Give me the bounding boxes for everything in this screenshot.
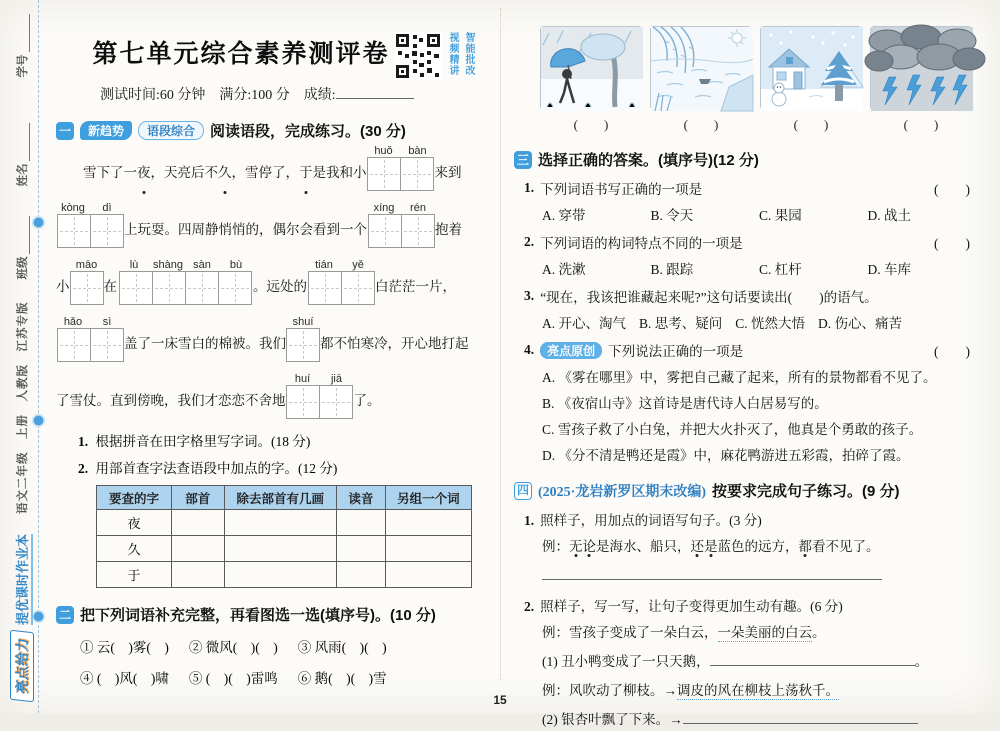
class-label: 班级 [17,256,29,280]
name-label: 姓名 [17,163,29,187]
answer-blank-line [683,710,918,724]
subquestion-1-text: 根据拼音在田字格里写字词。(18 分) [95,434,311,449]
pinyin-label: hǎo [63,316,83,328]
windy-rain-umbrella-image [540,26,642,110]
table-header-cell: 部首 [172,486,225,510]
pinyin-box-group [117,259,253,305]
question-number: 1. [524,180,535,195]
table-row [97,562,472,588]
table-header-row [97,486,472,510]
section-three-header [514,149,976,170]
tianzige-box [401,214,435,248]
subquestion-1-number: 1. [78,434,89,449]
text-run: 在 [103,279,117,294]
paper-title: 第七单元综合素养测评卷 [92,40,390,68]
option: C. 恍然大悟 [735,316,806,331]
qr-code-icon [394,32,442,80]
section-four-title: 按要求完成句子练习。(9 分) [712,483,900,500]
text-run: 抱着 [435,222,462,237]
pinyin-box-group [367,202,435,248]
new-trend-badge: 新趋势 [80,121,132,140]
exercise-line [514,709,976,731]
text-run: 。远处的 [253,279,307,294]
option: D. 车库 [867,262,911,277]
tianzige-box [185,271,219,305]
empty-answer-cell [337,562,386,588]
empty-answer-cell [224,562,337,588]
tianzige-row [368,214,435,248]
tianzige-box [367,157,401,191]
exercise-title: 照样子，写一写，让句子变得更加生动有趣。(6 分) [540,599,843,614]
section-two-title: 把下列词语补充完整，再看图选一选(填序号)。(10 分) [80,607,436,624]
answer-blank-line [710,652,915,666]
pinyin-label: bù [229,259,243,271]
class-blank-line [20,216,30,254]
pinyin-box-group [367,145,435,191]
question [514,232,976,278]
table-header-cell: 要查的字 [97,486,172,510]
question-stem-row [514,286,976,306]
word-completion-list [56,636,490,687]
dotted-char: 无 [569,539,583,554]
answer-bracket: ( ) [934,182,970,197]
weather-pictures-row [540,26,976,133]
sentence-exercise [514,509,976,587]
word-completion-line [80,667,490,687]
picture-2 [650,26,752,133]
pinyin-label: yě [352,259,364,271]
dotted-char: 论 [582,539,596,554]
tianzige-row [286,385,353,419]
text-run: 了雪仗。直到傍晚，我们才恋恋不舍地 [56,393,286,408]
text-run: (2) 银杏叶飘了下来。→ [542,712,683,727]
option: D. 《分不清是鸭还是霞》中，麻花鸭游进五彩霞，拍碎了霞。 [542,448,910,463]
question-stem-row [514,340,976,360]
pinyin-label: dì [102,202,112,214]
option: A. 穿带 [542,208,586,223]
table-row [97,536,472,562]
test-meta [56,84,490,104]
sidebar-rotated-strip [0,0,44,713]
pinyin-label: tián [315,259,333,271]
tianzige-box [57,328,91,362]
page-fold-divider [500,8,501,680]
word-completion-item: ⑥ 鹅( )( )雪 [297,671,387,686]
question-number: 3. [524,288,535,303]
student-id-blank-line [20,14,30,52]
word-completion-line [80,636,490,656]
text-run: 来到 [434,165,462,180]
exercise-line [514,536,976,558]
pinyin-label: bàn [408,145,427,157]
dark-clouds-lightning-image [870,26,972,110]
multiple-choice-questions [514,178,976,464]
question-stem: 下列词语书写正确的一项是 [540,182,703,197]
table-header-cell: 另组一个词 [385,486,471,510]
test-meta-text: 测试时间:60 分钟 满分:100 分 成绩: [100,88,336,103]
dotted-char: 都 [798,539,812,554]
word-completion-item: ③ 风雨( )( ) [297,640,387,655]
option: B. 思考、疑问 [639,316,723,331]
option: C. 杠杆 [759,262,802,277]
text-run: 是海水、船只， [596,539,691,554]
lookup-char-cell: 夜 [97,510,172,536]
text-run: 雪下了一 [56,165,137,180]
picture-4 [870,26,972,133]
pinyin-row [56,316,124,328]
pinyin-row [56,202,124,214]
question-stem: 下列词语的构词特点不同的一项是 [540,236,743,251]
option: B. 跟踪 [650,262,694,277]
option: A. 洗漱 [542,262,586,277]
table-row [97,510,472,536]
qr-caption-smart: 智能批改 [463,32,474,76]
pinyin-box-group [286,316,320,362]
subquestion-2-number: 2. [78,461,89,476]
picture-4-answer-bracket: ( ) [903,117,939,132]
paper-header [56,0,490,104]
text-run: 了。 [353,393,381,408]
tianzige-row [70,271,104,305]
options-row [514,204,976,224]
pinyin-label: lù [129,259,139,271]
picture-3-answer-bracket: ( ) [793,117,829,132]
dotted-char: 还 [690,539,704,554]
section-two-icon: 二 [56,606,74,624]
tianzige-box [341,271,375,305]
empty-answer-cell [337,510,386,536]
pinyin-box-group [286,373,354,419]
exercise-title: 照样子，用加点的词语写句子。(3 分) [540,513,762,528]
lookup-char-cell: 久 [97,536,172,562]
class-field [14,216,30,279]
pinyin-box-group [307,259,375,305]
pinyin-row [307,259,375,271]
pinyin-label: huǒ [374,145,393,157]
exercise-line [514,651,976,673]
option: C. 果园 [759,208,802,223]
question-number: 4. [524,342,535,357]
dotted-char: 于 [299,161,313,191]
question-stem-row [514,232,976,252]
empty-answer-cell [172,510,225,536]
pinyin-label: kòng [61,202,85,214]
tianzige-box [286,385,320,419]
option: D. 战土 [867,208,911,223]
dotted-char: 久 [218,161,232,191]
left-page [56,0,490,687]
right-page [514,0,976,731]
text-run: 例： [542,539,569,554]
text-run: (1) 丑小鸭变成了一只天鹅， [542,654,710,669]
question-source: (2025·龙岩新罗区期末改编) [538,484,706,500]
tianzige-box [152,271,186,305]
text-run: 盖了一床雪白的棉被。我们 [124,336,286,351]
option: B. 令天 [650,208,694,223]
table-header-cell: 除去部首有几画 [224,486,337,510]
tianzige-box [308,271,342,305]
picture-1 [540,26,642,133]
word-completion-item: ④ ( )风( )啸 [80,671,169,686]
dotted-char: 是 [704,539,718,554]
tianzige-box [368,214,402,248]
pinyin-row [117,259,253,271]
exercise-title-row [514,595,976,615]
answer-bracket: ( ) [934,344,970,359]
empty-answer-cell [385,562,471,588]
options-row [514,366,976,464]
pinyin-row [367,202,435,214]
empty-answer-cell [172,536,225,562]
passage-line [56,373,490,419]
text-run: 小 [56,279,70,294]
word-completion-item: ① 云( )雾( ) [80,640,169,655]
example-answer-underline: 一朵美丽的白云 [717,625,812,640]
lake-willow-sun-image [650,26,752,110]
tianzige-box [70,271,104,305]
section-one-icon: 一 [56,122,74,140]
empty-answer-cell [385,536,471,562]
option: B. 《夜宿山寺》这首诗是唐代诗人白居易写的。 [542,396,828,411]
option: A. 开心、淘气 [542,316,626,331]
name-blank-line [20,123,30,161]
section-four-icon: 四 [514,482,532,500]
word-completion-item: ② 微风( )( ) [188,640,278,655]
text-run: 例：雪孩子变成了一朵白云， [542,625,718,640]
tianzige-box [90,214,124,248]
series-name: 提优课时作业本 [12,534,33,625]
question [514,340,976,464]
qr-caption [445,32,476,80]
pinyin-label: sàn [193,259,211,271]
lookup-char-cell: 于 [97,562,172,588]
answer-blank-line [542,566,882,580]
option: C. 雪孩子救了小白兔，并把大火扑灭了，他真是个勇敢的孩子。 [542,422,923,437]
tianzige-row [57,328,124,362]
empty-answer-cell [172,562,225,588]
text-run: 上玩耍。四周静悄悄的，偶尔会看到一个 [124,222,367,237]
pinyin-row [70,259,104,271]
pinyin-row [367,145,435,157]
exercise-line [514,622,976,644]
pinyin-label: rén [410,202,426,214]
tianzige-box [90,328,124,362]
tianzige-row [286,328,320,362]
student-id-label: 学号 [17,54,29,78]
picture-2-answer-bracket: ( ) [683,117,719,132]
name-field [14,123,30,186]
text-run: 看不见了。 [812,539,880,554]
question-stem: “现在，我该把谁藏起来呢?”这句话要读出( )的语气。 [540,290,878,305]
option: A. 《雾在哪里》中，雾把自己藏了起来，所有的景物都看不见了。 [542,370,937,385]
text-run: 是我和小 [312,165,367,180]
question-number: 2. [524,234,535,249]
text-run: 白茫茫一片， [375,279,456,294]
text-run: ，雪停了， [231,165,299,180]
dotted-char: 夜 [137,161,151,191]
text-run: 。 [914,654,929,669]
tianzige-row [308,271,375,305]
section-two-header [56,604,490,625]
exercise-number: 2. [524,599,535,614]
exercise-number: 1. [524,513,535,528]
reading-passage [56,145,490,419]
pinyin-label: sì [102,316,112,328]
tianzige-box [319,385,353,419]
tianzige-box [218,271,252,305]
edition-info: 语文二年级 上册 人教版 江苏专版 [17,301,29,514]
empty-answer-cell [337,536,386,562]
tianzige-row [367,157,434,191]
tianzige-box [119,271,153,305]
text-run: 都不怕寒冷，开心地打起 [320,336,469,351]
section-three-icon: 三 [514,151,532,169]
passage-line [56,259,490,305]
option: D. 伤心、痛苦 [818,316,903,331]
exercise-line [514,565,976,587]
sentence-exercise [514,595,976,731]
pinyin-box-group [56,316,124,362]
passage-line [56,316,490,362]
pinyin-label: shàng [153,259,183,271]
radical-lookup-table [96,485,472,588]
text-run: 例：风吹动了柳枝。→ [542,683,677,698]
question [514,286,976,332]
pinyin-label: shuí [292,316,314,328]
snow-house-snowman-image [760,26,862,110]
exercise-title-row [514,509,976,529]
page-number: 15 [493,693,507,707]
pinyin-box-group [70,259,104,305]
pinyin-label: xíng [373,202,395,214]
pinyin-row [286,316,320,328]
passage-type-badge: 语段综合 [138,121,204,140]
section-three-title: 选择正确的答案。(填序号)(12 分) [538,152,759,169]
tianzige-box [286,328,320,362]
empty-answer-cell [224,510,337,536]
pinyin-label: jiā [330,373,342,385]
section-four-header [514,480,976,501]
pinyin-label: huí [294,373,311,385]
subquestion-2 [56,457,490,477]
section-one-header [56,120,490,141]
answer-bracket: ( ) [934,236,970,251]
pinyin-label: māo [75,259,98,271]
text-run: 蓝色的远方， [717,539,799,554]
tianzige-row [119,271,252,305]
picture-3 [760,26,862,133]
passage-line [56,145,490,191]
empty-answer-cell [385,510,471,536]
highlight-original-badge: 亮点原创 [540,342,602,359]
example-answer-underline: 调皮的风在柳枝上荡秋千。 [677,683,839,698]
pinyin-row [286,373,354,385]
options-row [514,312,976,332]
empty-answer-cell [224,536,337,562]
tianzige-row [57,214,124,248]
question-stem-row [514,178,976,198]
subquestion-1 [56,430,490,450]
text-run: 。 [812,625,826,640]
passage-line [56,202,490,248]
picture-1-answer-bracket: ( ) [573,117,609,132]
tianzige-box [400,157,434,191]
word-completion-item: ⑤ ( )( )雷鸣 [188,671,278,686]
question-stem: 下列说法正确的一项是 [608,344,744,359]
score-blank-line [336,85,414,99]
text-run: ，天亮后不 [150,165,218,180]
options-row [514,258,976,278]
table-header-cell: 读音 [337,486,386,510]
student-id-field [14,14,30,77]
pinyin-box-group [56,202,124,248]
section-one-title: 阅读语段，完成练习。(30 分) [210,123,406,140]
tianzige-box [57,214,91,248]
subquestion-2-text: 用部首查字法查语段中加点的字。(12 分) [95,461,338,476]
qr-block [394,32,476,80]
question [514,178,976,224]
qr-caption-video: 视频精讲 [447,32,458,76]
brand-logo: 亮点给力 [10,630,34,703]
